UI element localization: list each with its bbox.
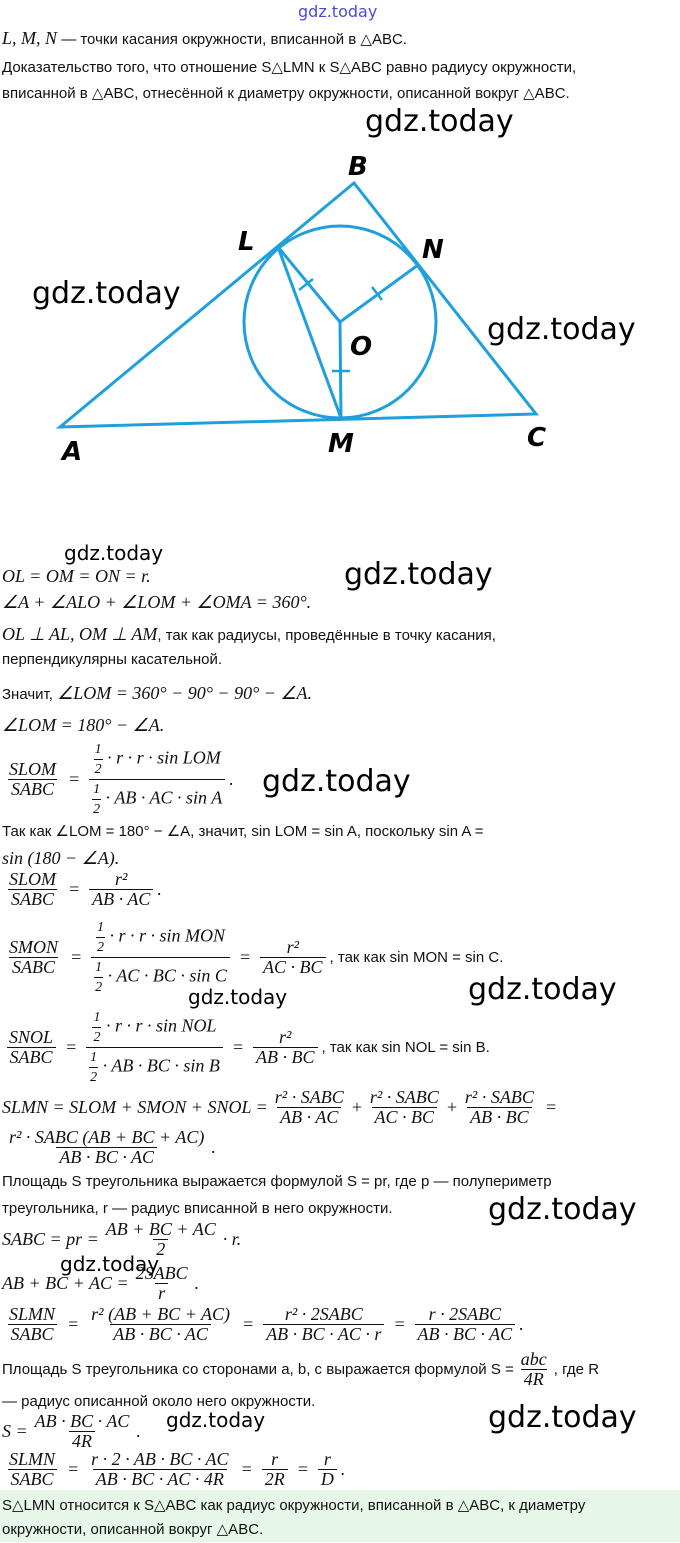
label-n: N	[422, 235, 444, 265]
label-c: C	[527, 423, 547, 453]
formula-final-ratio: $\frac{\text{SLMN}}{\text{SABC}}$ = $\frac{r \cdot 2 \cdot AB \cdot BC \cdot AC}{AB \cdot BC \cdot AC \cdot 4R}$ = $\frac{r}{2R}$ = $\frac{r}{D}$ .	[9, 1449, 346, 1489]
watermark: gdz.today	[468, 972, 617, 1007]
formula-slom-r2: $\frac{\text{SLOM}}{\text{SABC}}$ = $\frac{\text{r²}}{AB \cdot AC}$ .	[9, 869, 162, 909]
label-b: B	[348, 152, 368, 182]
proof-line-lom-result: ∠LOM = 180° − ∠A.	[2, 715, 165, 735]
proof-line-sin-cont: sin (180 − ∠A).	[2, 848, 120, 868]
segment-on	[340, 265, 418, 322]
tangent-points: L, M, N	[2, 28, 58, 48]
conclusion-line-1: S△LMN относится к S△ABC как радиус окружности, вписанной в △ABC, к диаметру	[2, 1497, 586, 1514]
formula-s-circum: S = $\frac{AB \cdot BC \cdot AC}{4R}$ .	[2, 1411, 141, 1451]
label-l: L	[238, 227, 255, 257]
segment-lm	[278, 247, 341, 418]
watermark: gdz.today	[487, 312, 636, 347]
proof-line-perp-cont: перпендикулярны касательной.	[2, 651, 223, 668]
lom-text: Значит,	[2, 686, 58, 703]
label-o: O	[350, 332, 373, 362]
conclusion-box	[0, 1490, 680, 1542]
proof-line-perp	[2, 624, 496, 646]
formula-slmn-combined: $\frac{\text{r² · SABC (AB + BC + AC)}}{AB \cdot BC \cdot AC}$ .	[9, 1127, 216, 1167]
perp-text: , так как радиусы, проведённые в точку касания,	[157, 627, 496, 644]
watermark: gdz.today	[365, 104, 514, 139]
formula-slmn-ratio: $\frac{\text{SLMN}}{\text{SABC}}$ = $\frac{\text{r² (AB + BC + AC)}}{AB \cdot BC \cdot AC}$ = $\frac{\text{r² · 2SABC}}{AB \cdot BC \cdot AC \cdot r}$ = $\frac{\text{r · 2SABC}}{AB \cdot BC \cdot AC}$ .	[9, 1304, 524, 1344]
proof-line-heron: Площадь S треугольника выражается формулой S = pr, где p — полупериметр	[2, 1173, 552, 1190]
proof-line-lom	[2, 683, 312, 705]
formula-slmn-sum: SLMN = SLOM + SMON + SNOL = $\frac{\text{r² · SABC}}{AB \cdot AC}$ + $\frac{\text{r² · SABC}}{AC \cdot BC}$ + $\frac{\text{r² · SABC}}{AB \cdot BC}$ =	[2, 1087, 557, 1127]
watermark: gdz.today	[488, 1400, 637, 1435]
proof-line-circumradius-cont: — радиус описанной около него окружности.	[2, 1393, 316, 1410]
formula-slom-ratio: $\frac{\text{SLOM}}{\text{SABC}}$ = $\frac{1}{2}$ · r · r · sin LOM $\frac{1}{2}$ · AB · AC · sin A .	[9, 742, 234, 817]
conclusion-line-2: окружности, описанной вокруг △ABC.	[2, 1521, 264, 1538]
watermark: gdz.today	[32, 276, 181, 311]
formula-sabc-pr: SABC = pr = $\frac{AB + BC + AC}{2}$ · r.	[2, 1219, 242, 1259]
watermark: gdz.today	[488, 1192, 637, 1227]
triangle-figure	[40, 145, 640, 475]
segment-ol	[278, 247, 340, 322]
label-a: A	[62, 437, 83, 467]
watermark: gdz.today	[60, 1252, 160, 1276]
formula-snol: $\frac{\text{SNOL}}{\text{SABC}}$ = $\frac{1}{2}$ · r · r · sin NOL $\frac{1}{2}$ · AB · BC · sin B = $\frac{\text{r²}}{AB \cdot BC}$ , так как sin NOL = sin B.	[2, 1008, 490, 1087]
intro-line-1-text: — точки касания окружности, вписанной в △ABC.	[61, 31, 407, 48]
label-m: M	[328, 429, 354, 459]
intro-line-2: Доказательство того, что отношение S△LMN к S△ABC равно радиусу окружности,	[2, 59, 577, 76]
perp-math: OL ⊥ AL, OM ⊥ AM	[2, 624, 158, 644]
watermark: gdz.today	[344, 557, 493, 592]
watermark-top: gdz.today	[298, 2, 378, 21]
intro-line-1	[2, 28, 407, 50]
proof-line-radii: OL = OM = ON = r.	[2, 566, 151, 586]
watermark: gdz.today	[64, 541, 164, 565]
watermark: gdz.today	[166, 1408, 266, 1432]
lom-math: ∠LOM = 360° − 90° − 90° − ∠A.	[57, 683, 313, 703]
proof-line-circumradius: Площадь S треугольника со сторонами a, b, c выражается формулой S = $\frac{\text{abc}}{4R}$ , где R	[2, 1349, 600, 1389]
proof-line-heron-cont: треугольника, r — радиус вписанной в него окружности.	[2, 1200, 393, 1217]
proof-line-sin: Так как ∠LOM = 180° − ∠A, значит, sin LOM = sin A, поскольку sin A =	[2, 823, 484, 840]
watermark: gdz.today	[188, 985, 288, 1009]
watermark: gdz.today	[262, 764, 411, 799]
formula-perimeter: AB + BC + AC = $\frac{\text{2SABC}}{r}$ .	[2, 1263, 200, 1303]
intro-line-3: вписанной в △ABC, отнесённой к диаметру окружности, описанной вокруг △ABC.	[2, 85, 570, 102]
proof-line-angle-sum: ∠A + ∠ALO + ∠LOM + ∠OMA = 360°.	[2, 592, 312, 612]
formula-smon: $\frac{\text{SMON}}{\text{SABC}}$ = $\frac{1}{2}$ · r · r · sin MON $\frac{1}{2}$ · AC · BC · sin C = $\frac{\text{r²}}{AC \cdot BC}$ , так как sin MON = sin C.	[9, 920, 504, 995]
